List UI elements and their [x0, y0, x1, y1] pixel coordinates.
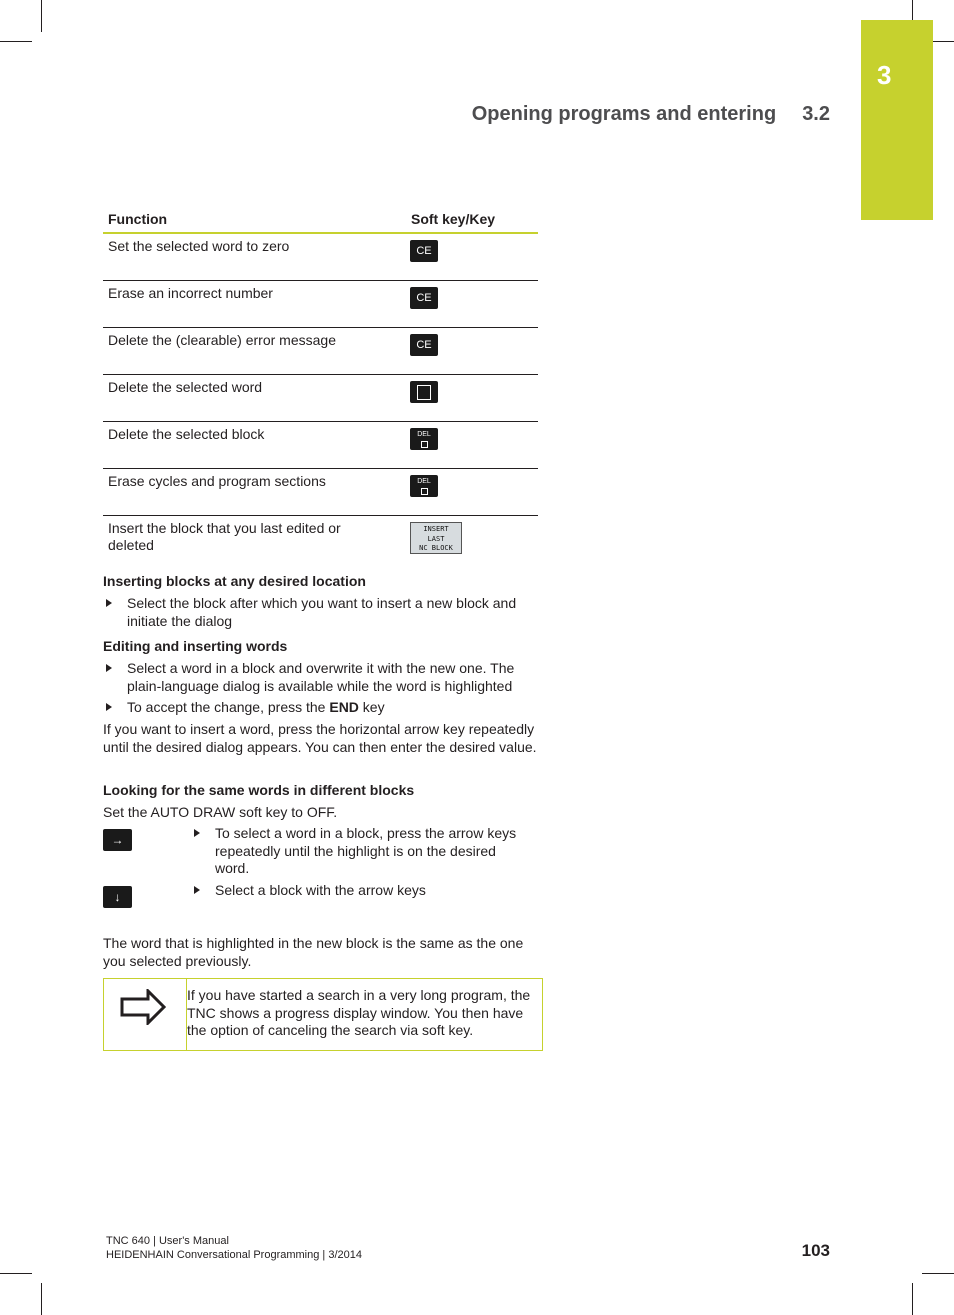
table-row [103, 469, 538, 516]
heading-looking: Looking for the same words in different blocks [103, 782, 415, 798]
del-key-label: DEL [417, 431, 431, 438]
bullet-triangle-icon [106, 599, 112, 607]
function-table [103, 209, 538, 560]
bullet-item [194, 825, 534, 878]
function-text: Erase cycles and program sections [108, 473, 326, 489]
heading-inserting: Inserting blocks at any desired location [103, 573, 366, 589]
footer [106, 1234, 362, 1262]
crop-mark [922, 1273, 954, 1274]
section-number: 3.2 [802, 103, 830, 125]
function-text: Delete the selected block [108, 426, 265, 442]
paragraph-highlighted-word: The word that is highlighted in the new block is the same as the one you selected previously. [103, 935, 524, 969]
section-title: Opening programs and entering [471, 103, 777, 125]
del-key-icon [410, 428, 438, 450]
page-number: 103 [801, 1241, 830, 1260]
table-row [103, 375, 538, 422]
bullet-triangle-icon [106, 664, 112, 672]
end-key-label: END [329, 699, 359, 715]
table-row [103, 516, 538, 560]
column-header-function: Function [108, 211, 168, 227]
bullet-triangle-icon [194, 886, 200, 894]
bullet-item [106, 660, 538, 695]
bullet-text: To select a word in a block, press the arrow keys repeatedly until the highlight is on the desired word. [215, 825, 517, 876]
softkey-line: INSERT [423, 525, 449, 533]
chapter-tab [861, 20, 933, 220]
crop-mark [41, 1283, 42, 1315]
insert-last-nc-block-softkey-icon [410, 522, 462, 554]
down-arrow-key-icon: ↓ [103, 886, 132, 908]
chapter-number: 3 [877, 60, 892, 90]
running-head [472, 103, 830, 126]
paragraph-auto-draw: Set the AUTO DRAW soft key to OFF. [103, 804, 338, 820]
bullet-item [106, 595, 538, 630]
footer-line2: HEIDENHAIN Conversational Programming | 3/2014 [106, 1249, 362, 1261]
heading-editing: Editing and inserting words [103, 638, 288, 654]
column-header-key: Soft key/Key [411, 211, 496, 227]
crop-mark [912, 1283, 913, 1315]
softkey-line: NC BLOCK [419, 544, 453, 552]
bullet-triangle-icon [106, 703, 112, 711]
del-key-icon [410, 475, 438, 497]
bullet-text [127, 699, 538, 717]
right-arrow-key-icon: → [103, 829, 132, 851]
note-text: If you have started a search in a very long program, the TNC shows a progress display window. You then have the option of canceling the search via soft key. [187, 987, 531, 1038]
del-key-label: DEL [417, 478, 431, 485]
ce-key-icon: CE [410, 287, 438, 309]
function-text: Erase an incorrect number [108, 285, 273, 301]
function-text: Set the selected word to zero [108, 238, 290, 254]
crop-mark [0, 1273, 32, 1274]
softkey-line: LAST [427, 534, 445, 543]
table-row [103, 328, 538, 375]
bullet-triangle-icon [194, 829, 200, 837]
table-header [103, 209, 538, 234]
table-row [103, 281, 538, 328]
bullet-text-post: key [358, 699, 385, 715]
hand-pointer-arrow-icon [120, 989, 166, 1025]
function-text: Delete the selected word [108, 379, 263, 395]
table-row [103, 422, 538, 469]
footer-line1: TNC 640 | User's Manual [106, 1235, 229, 1247]
paragraph-insert-word: If you want to insert a word, press the horizontal arrow key repeatedly until the desired dialog appears. You can then enter the desired value. [103, 721, 537, 755]
table-row [103, 234, 538, 281]
bullet-text: Select a word in a block and overwrite it with the new one. The plain-language dialog is available while the word is highlighted [127, 660, 515, 694]
bullet-text: Select the block after which you want to insert a new block and initiate the dialog [127, 595, 517, 629]
note-box [103, 978, 543, 1051]
ce-key-icon: CE [410, 334, 438, 356]
bullet-text: Select a block with the arrow keys [215, 882, 426, 898]
bullet-item [106, 699, 538, 717]
ce-key-icon: CE [410, 240, 438, 262]
crop-mark [0, 41, 32, 42]
bullet-item [194, 882, 534, 900]
no-ent-key-icon [410, 381, 438, 403]
function-text: Delete the (clearable) error message [108, 332, 336, 348]
function-text: Insert the block that you last edited or deleted [108, 520, 341, 553]
crop-mark [41, 0, 42, 32]
bullet-text-pre: To accept the change, press the [127, 699, 330, 715]
